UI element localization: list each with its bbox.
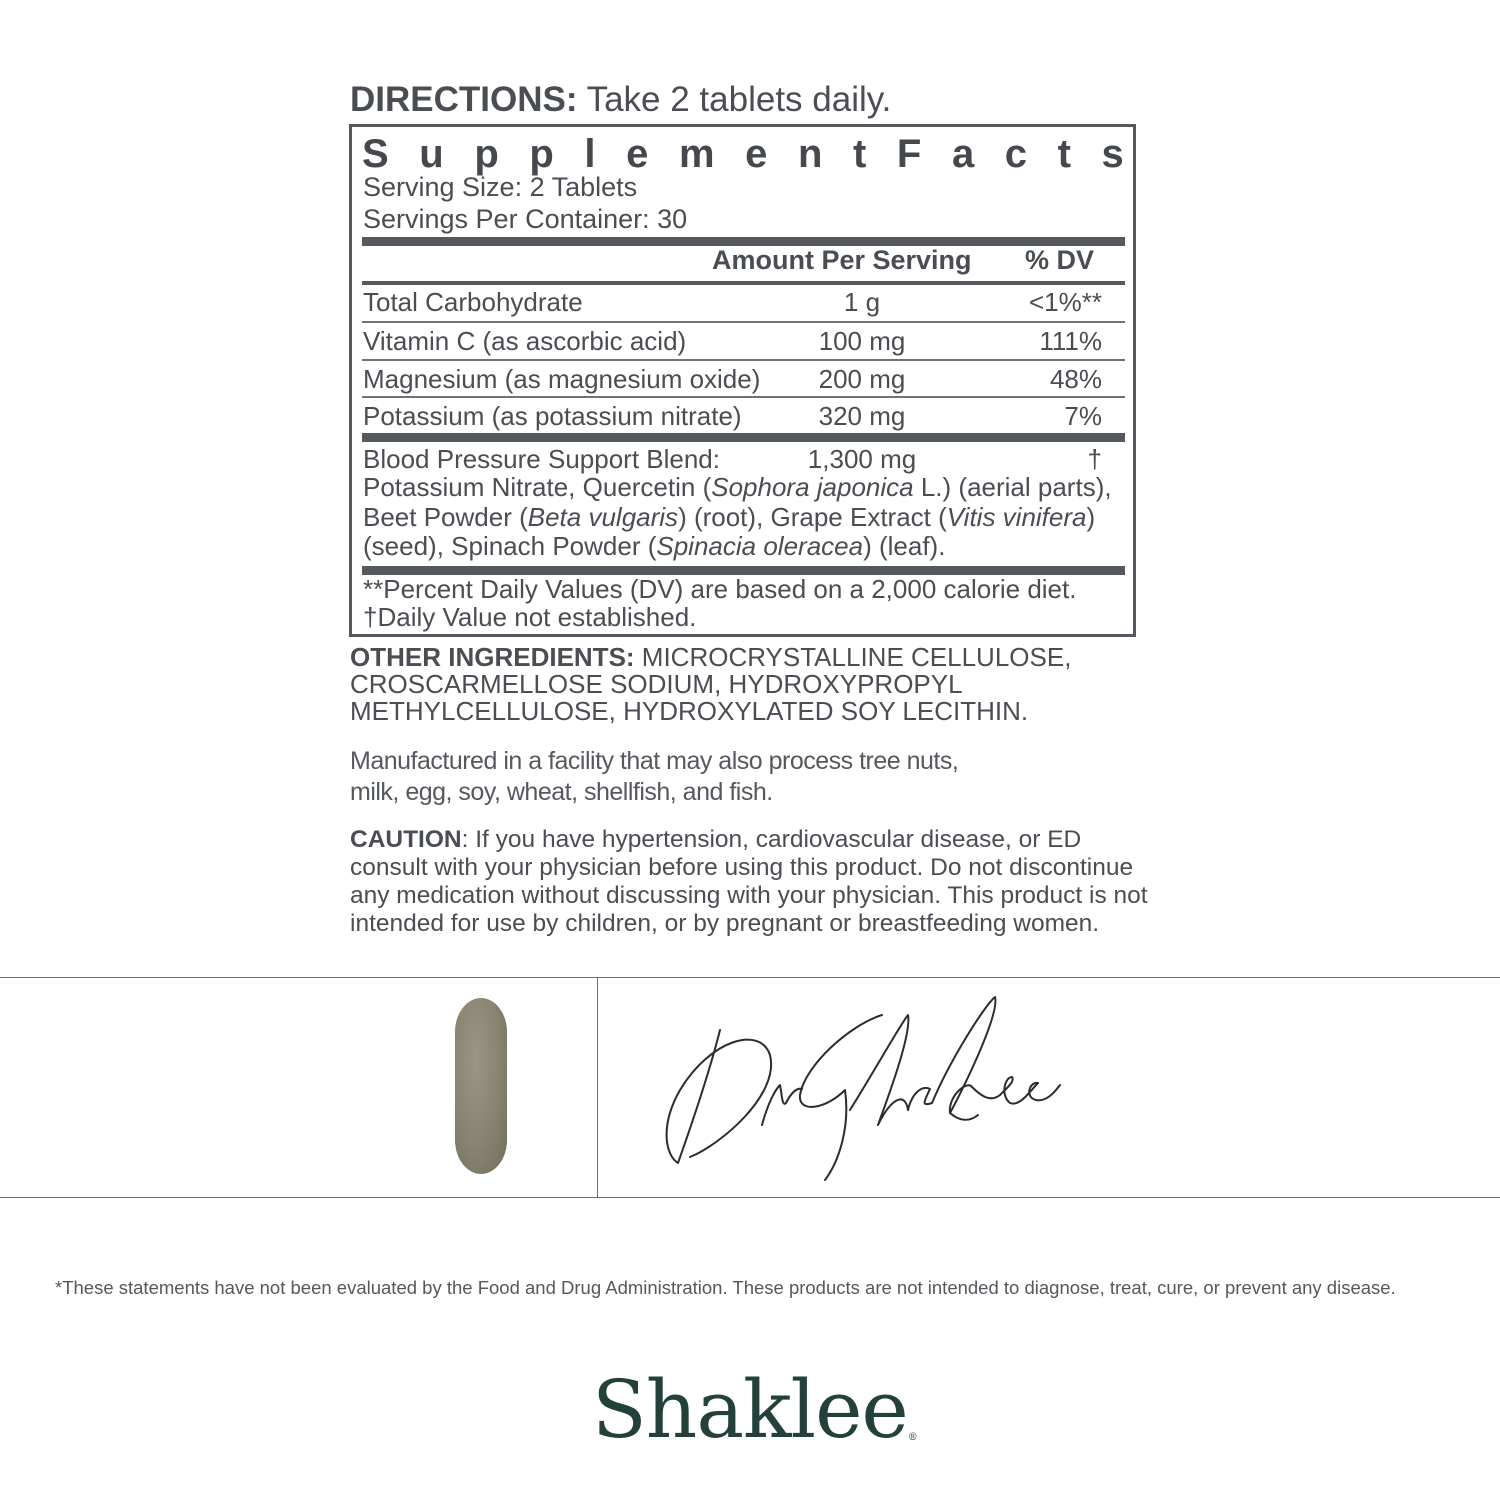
blend-ingredients	[363, 473, 1123, 562]
botanical-name: Beta vulgaris	[527, 501, 679, 532]
blend-text-part: L.) (aerial parts), Beet Powder (	[363, 472, 1112, 532]
nutrient-dv: <1%**	[1029, 287, 1102, 317]
other-ingredients-text: MICROCRYSTALLINE CELLULOSE, CROSCARMELLOSE SODIUM, HYDROXYPROPYL METHYLCELLULOSE, HYDROXYLATED SOY LECITHIN.	[350, 642, 1072, 726]
title-letter: a	[951, 132, 975, 176]
directions-text: Take 2 tablets daily.	[577, 80, 892, 119]
blend-text-part: ) (seed), Spinach Powder (	[363, 501, 1096, 561]
blend-name: Blood Pressure Support Blend:	[363, 444, 720, 474]
caution-text: : If you have hypertension, cardiovascular disease, or ED consult with your physician before using this product. Do not discontinue any medication without discussing with your physician. This product is not intended for use by children, or by pregnant or breastfeeding women.	[350, 826, 1148, 937]
nutrient-amount: 200 mg	[818, 364, 906, 394]
brand-name: Shaklee	[592, 1363, 908, 1456]
footnote-dagger: †Daily Value not established.	[363, 602, 697, 632]
title-letter: t	[1057, 132, 1071, 176]
nutrient-name: Total Carbohydrate	[363, 287, 583, 317]
nutrient-row	[362, 323, 1125, 359]
directions-label: DIRECTIONS:	[350, 80, 578, 119]
header-amount-per-serving: Amount Per Serving	[712, 245, 972, 275]
title-letter: e	[626, 132, 649, 176]
blend-amount: 1,300 mg	[807, 444, 917, 474]
botanical-name: Vitis vinifera	[946, 501, 1087, 532]
title-letter: u	[419, 132, 444, 176]
blend-row	[362, 443, 1125, 475]
nutrient-dv: 7%	[1064, 401, 1102, 431]
allergen-statement: Manufactured in a facility that may also process tree nuts, milk, egg, soy, wheat, shellfish, and fish.	[350, 747, 959, 806]
title-letter: n	[797, 132, 823, 176]
directions	[350, 78, 891, 122]
title-letter: m	[678, 132, 715, 176]
title-letter: p	[529, 132, 554, 176]
blend-text-part: Potassium Nitrate, Quercetin (	[363, 472, 712, 502]
nutrient-row	[362, 398, 1125, 434]
nutrient-amount: 1 g	[843, 287, 881, 317]
nutrient-amount: 100 mg	[818, 326, 906, 356]
nutrient-name: Potassium (as potassium nitrate)	[363, 401, 742, 431]
header-dv: % DV	[1025, 245, 1095, 275]
fda-disclaimer: *These statements have not been evaluated by the Food and Drug Administration. These products are not intended to diagnose, treat, cure, or prevent any disease.	[55, 1277, 1396, 1298]
footnote-dv: **Percent Daily Values (DV) are based on a 2,000 calorie diet.	[363, 574, 1077, 604]
nutrient-row	[362, 284, 1125, 320]
nutrient-name: Magnesium (as magnesium oxide)	[363, 364, 761, 394]
signature	[650, 985, 1070, 1190]
other-ingredients-label: OTHER INGREDIENTS:	[350, 642, 635, 672]
blend-text-part: ) (leaf).	[863, 531, 946, 561]
title-letter: S	[362, 132, 389, 176]
nutrient-name: Vitamin C (as ascorbic acid)	[363, 326, 687, 356]
other-ingredients	[350, 644, 1090, 725]
facts-rule-thick	[362, 433, 1125, 442]
nutrient-row	[362, 361, 1125, 397]
nutrient-dv: 48%	[1049, 364, 1102, 394]
title-letter: p	[474, 132, 499, 176]
title-letter: l	[584, 132, 596, 176]
title-letter: e	[745, 132, 768, 176]
blend-dv: †	[1087, 444, 1102, 474]
tablet-image	[455, 998, 507, 1174]
supplement-facts-panel	[349, 124, 1136, 637]
shaklee-logo	[592, 1360, 922, 1460]
botanical-name: Spinacia oleracea	[656, 531, 864, 561]
title-letter: F	[896, 132, 922, 176]
caution	[350, 826, 1150, 938]
servings-per-container: Servings Per Container: 30	[363, 204, 688, 234]
caution-label: CAUTION	[350, 826, 462, 853]
nutrient-amount: 320 mg	[818, 401, 906, 431]
registered-mark: ®	[907, 1432, 918, 1443]
title-letter: c	[1004, 132, 1028, 176]
blend-text-part: ) (root), Grape Extract (	[678, 501, 947, 532]
band-top-rule	[0, 977, 1500, 978]
serving-size: Serving Size: 2 Tablets	[363, 172, 638, 202]
title-letter: s	[1101, 132, 1124, 176]
title-letter: t	[852, 132, 867, 176]
botanical-name: Sophora japonica	[711, 472, 914, 502]
nutrient-dv: 111%	[1039, 326, 1102, 356]
band-bottom-rule	[0, 1197, 1500, 1198]
band-divider	[597, 977, 598, 1197]
